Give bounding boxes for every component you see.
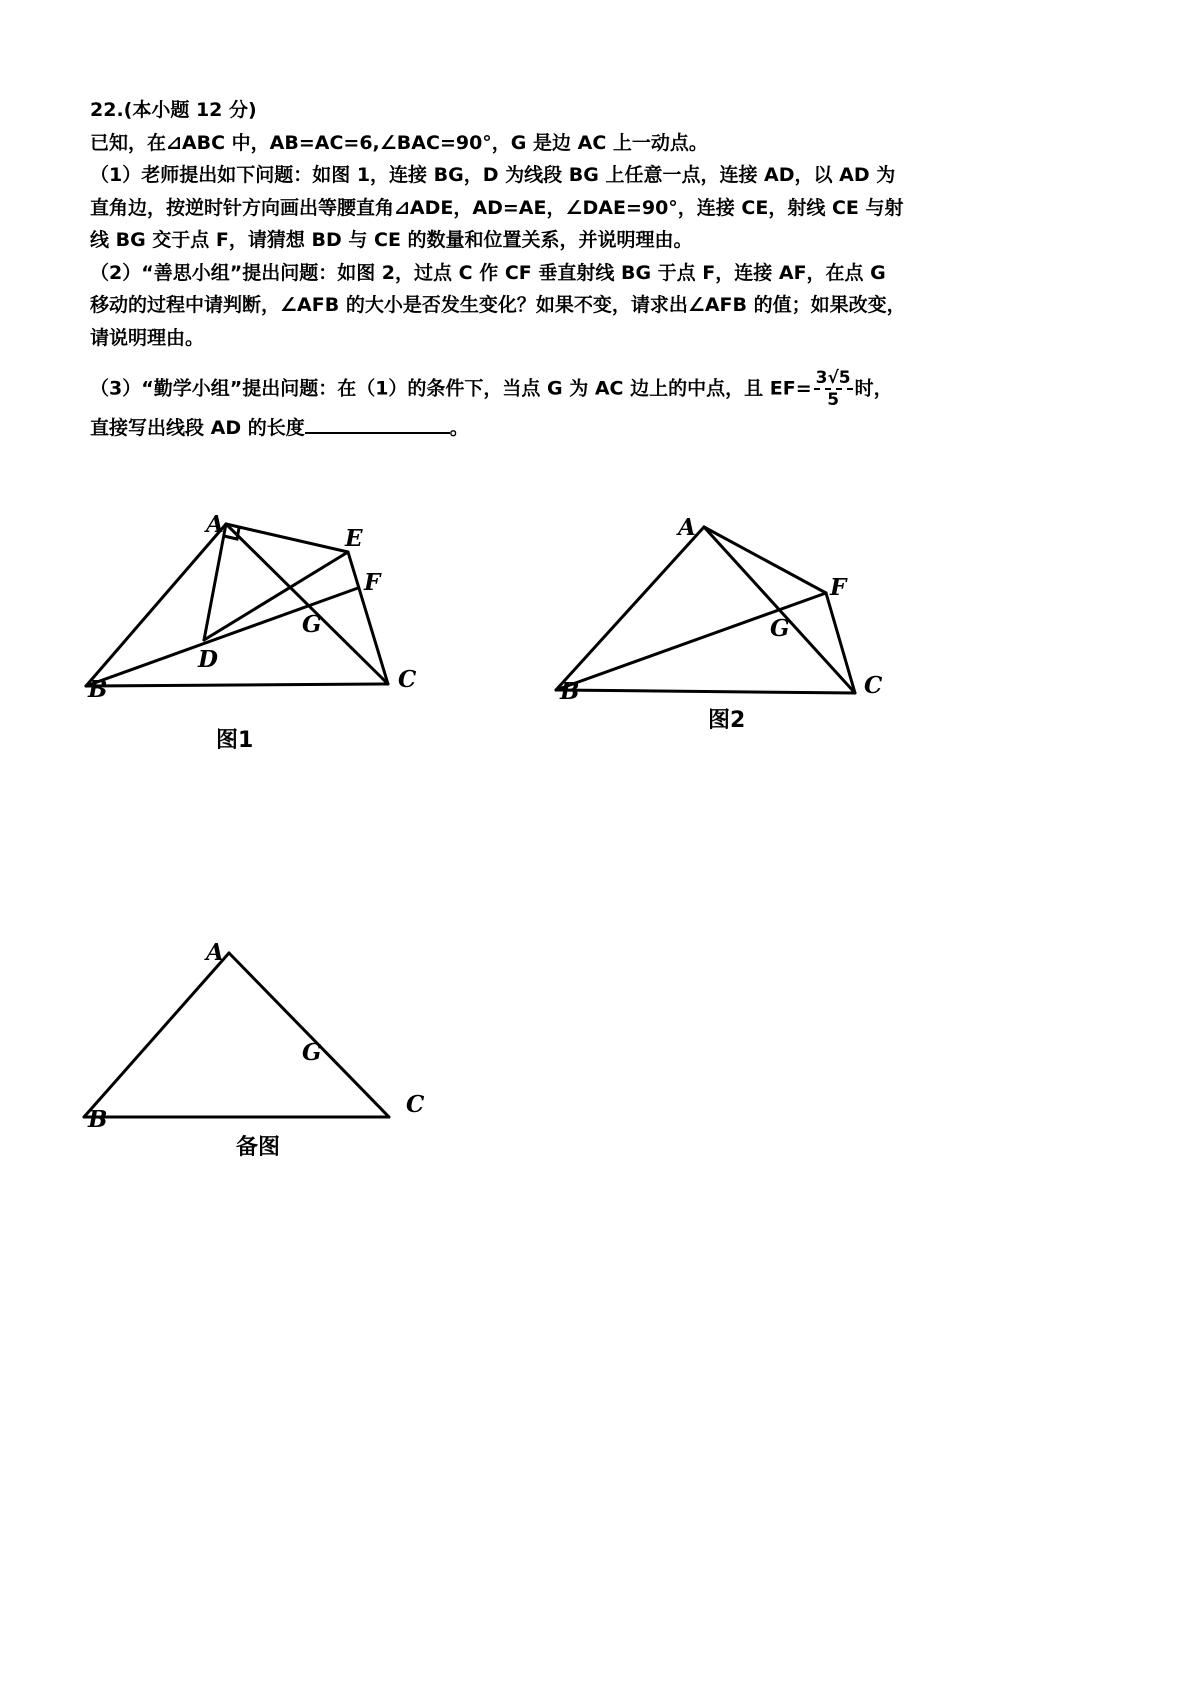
- label-g: G: [770, 615, 790, 642]
- label-e: E: [345, 525, 363, 552]
- segment-af: [704, 527, 826, 593]
- part-3-prompt: 直接写出线段 AD 的长度: [90, 417, 305, 439]
- figure-2-caption: 图2: [708, 708, 746, 733]
- label-d: D: [198, 646, 218, 673]
- segment-ac: [229, 953, 389, 1117]
- problem-heading: 22.(本小题 12 分): [90, 99, 257, 121]
- ef-numerator: 3√5: [815, 368, 851, 388]
- problem-intro: 已知，在⊿ABC 中，AB=AC=6,∠BAC=90°，G 是边 AC 上一动点。: [90, 131, 708, 154]
- label-g: G: [302, 1039, 322, 1066]
- label-f: F: [830, 574, 847, 601]
- label-a: A: [206, 939, 224, 966]
- label-b: B: [88, 676, 108, 703]
- ef-denominator: 5: [814, 388, 853, 410]
- label-b: B: [88, 1106, 108, 1133]
- label-c: C: [864, 672, 883, 699]
- segment-de: [204, 552, 348, 640]
- question-part-2: （2）“善思小组”提出问题：如图 2，过点 C 作 CF 垂直射线 BG 于点 F，连接 AF，在点 G 移动的过程中请判断，∠AFB 的大小是否发生变化？如果不变，请求出∠AFB 的值；如果改变，请说明理由。: [90, 261, 906, 349]
- label-a: A: [678, 514, 696, 541]
- figure-backup-caption: 备图: [236, 1135, 281, 1160]
- question-part-1: （1）老师提出如下问题：如图 1，连接 BG，D 为线段 BG 上任意一点，连接 AD，以 AD 为直角边，按逆时针方向画出等腰直角⊿ADE，AD=AE，∠DAE=90°，连接 CE，射线 CE 与射线 BG 交于点 F，请猜想 BD 与 CE 的数量和位置关系，并说明理由。: [90, 164, 904, 251]
- segment-bc: [556, 690, 855, 693]
- segment-bc: [86, 684, 388, 686]
- segment-ab: [556, 527, 704, 690]
- figure-2: [556, 514, 883, 733]
- segment-ad: [204, 524, 226, 640]
- figure-backup: [84, 939, 425, 1160]
- segment-ab: [84, 953, 229, 1117]
- label-g: G: [302, 611, 322, 638]
- figure-1-caption: 图1: [216, 728, 254, 753]
- label-c: C: [398, 666, 417, 693]
- part-3-period: 。: [449, 417, 469, 439]
- label-b: B: [560, 678, 580, 705]
- label-a: A: [206, 511, 224, 538]
- label-c: C: [406, 1091, 425, 1118]
- segment-ae: [226, 524, 348, 552]
- part-3-text: （3）“勤学小组”提出问题：在（1）的条件下，当点 G 为 AC 边上的中点，且 EF=: [90, 377, 812, 400]
- part-3-text-end: 时，: [854, 377, 893, 400]
- label-f: F: [364, 569, 381, 596]
- figure-1: [86, 511, 417, 753]
